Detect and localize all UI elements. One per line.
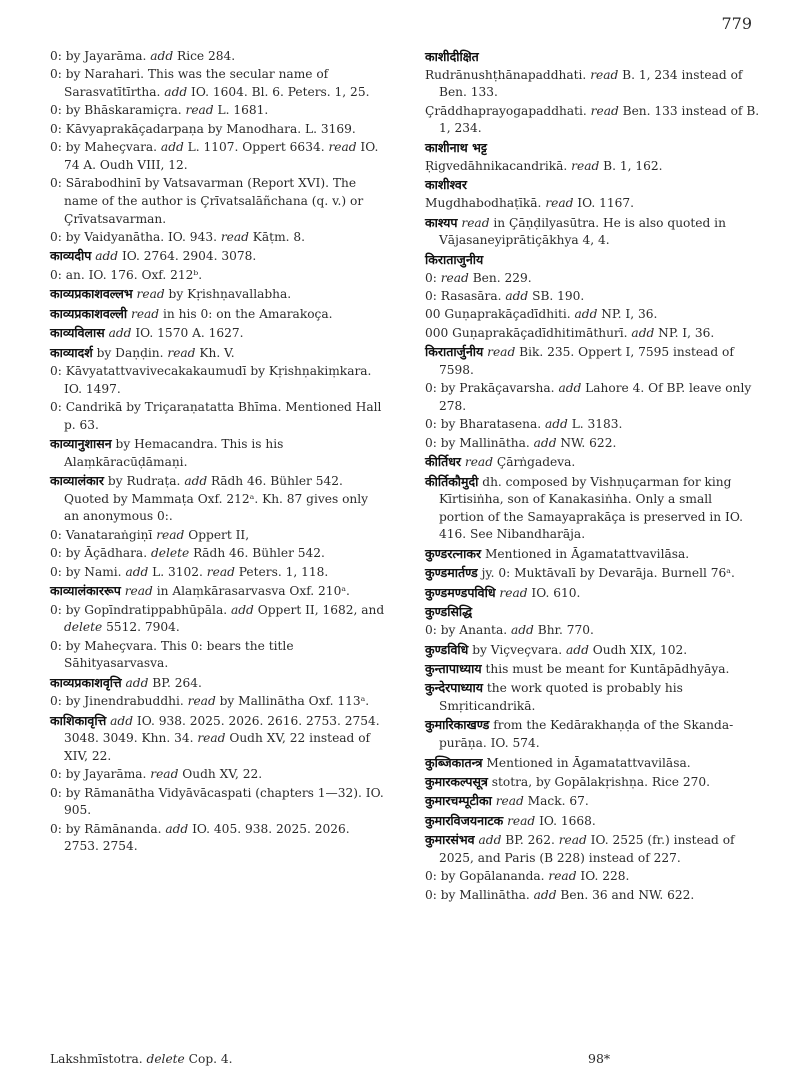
sanskrit-headword: कुमारसंभव xyxy=(425,832,475,848)
entry-text: read in Alaṃkārasarvasva Oxf. 210ᵃ. xyxy=(124,584,350,599)
index-entry xyxy=(50,527,385,545)
entry-text: 0: by Ananta. add Bhr. 770. xyxy=(425,623,594,638)
entry-text: 0: by Jinendrabuddhi. read by Mallinātha Oxf. 113ᵃ. xyxy=(50,694,370,709)
sanskrit-headword: कुमारिकाखण्ड xyxy=(425,717,490,733)
sanskrit-headword: कुब्जिकातन्त्र xyxy=(425,754,483,770)
index-entry xyxy=(425,716,760,752)
sanskrit-headword: काव्यविलास xyxy=(50,325,105,341)
sanskrit-headword: काव्यदीप xyxy=(50,248,92,264)
page-number: 779 xyxy=(721,14,752,33)
index-entry xyxy=(425,641,760,660)
index-entry xyxy=(425,380,760,415)
index-entry xyxy=(425,288,760,306)
sanskrit-author-heading: किराताजुनीय xyxy=(425,251,484,267)
index-entry xyxy=(50,102,385,120)
entry-text: Ṛigvedāhnikacandrikā. read B. 1, 162. xyxy=(425,158,663,173)
sanskrit-headword: कुन्तापाध्याय xyxy=(425,661,482,677)
index-entry xyxy=(425,306,760,324)
index-entry xyxy=(425,48,760,66)
index-entry xyxy=(50,472,385,526)
index-entry xyxy=(50,48,385,66)
index-entry xyxy=(425,325,760,343)
entry-text: read Mack. 67. xyxy=(495,794,589,809)
index-entry xyxy=(425,679,760,715)
index-entry xyxy=(50,435,385,471)
entry-text: 0: by Nami. add L. 3102. read Peters. 1, 118. xyxy=(50,564,329,579)
index-entry xyxy=(50,267,385,285)
index-entry xyxy=(425,812,760,831)
index-entry xyxy=(50,766,385,784)
sanskrit-headword: कुमारविजयनाटक xyxy=(425,812,504,828)
index-entry xyxy=(425,622,760,640)
sanskrit-headword: काव्यादर्श xyxy=(50,344,93,360)
entry-text: 0: Kāvyatattvavivecakakaumudī by Kṛishṇakiṃkara. IO. 1497. xyxy=(50,364,372,396)
index-entry xyxy=(425,831,760,867)
entry-text: read by Kṛishṇavallabha. xyxy=(136,287,292,302)
entry-text: the work quoted is probably his Smṛiticandrikā. xyxy=(439,681,683,714)
entry-text: by Hemacandra. This is his Alaṃkāracūḍāmaṇi. xyxy=(64,437,284,469)
entry-text: 0: Sārabodhinī by Vatsavarman (Report XVI). The name of the author is Çrīvatsalāñchana (q. v.) or Çrīvatsavarman. xyxy=(50,176,364,226)
index-entry xyxy=(425,545,760,564)
index-entry xyxy=(50,785,385,820)
entry-text: add BP. 264. xyxy=(125,675,202,690)
entry-text: 0: by Maheçvara. This 0: bears the title Sāhityasarvasva. xyxy=(50,638,294,671)
entry-text: dh. composed by Vishṇuçarman for king Kīrtisiṅha, son of Kanakasiṅha. Only a small portion of the Samayaprakāça is preserved in IO. 416. See Nibandharāja. xyxy=(439,474,743,542)
index-entry xyxy=(50,564,385,582)
entry-text: 0: by Vaidyanātha. IO. 943. read Kāṭm. 8. xyxy=(50,229,306,244)
entry-text: 00 Guṇaprakāçadīdhiti. add NP. I, 36. xyxy=(425,307,658,322)
index-entry xyxy=(425,214,760,250)
entry-text: 0: by Bharatasena. add L. 3183. xyxy=(425,417,623,432)
entry-text: read Bik. 235. Oppert I, 7595 instead of 7598. xyxy=(439,345,734,377)
entry-text: Rudrānushṭhānapaddhati. read B. 1, 234 instead of Ben. 133. xyxy=(425,67,743,100)
entry-text: by Rudraṭa. add Rādh 46. Bühler 542. Quoted by Mammaṭa Oxf. 212ᵃ. Kh. 87 gives only an anonymous 0:. xyxy=(64,474,369,524)
entry-text: read in Çāṇḍilyasūtra. He is also quoted in Vājasaneyiprātiçākhya 4, 4. xyxy=(439,215,726,248)
index-entry xyxy=(425,158,760,176)
entry-text: read IO. 610. xyxy=(499,585,581,600)
entry-text: 0: by Mallinātha. add Ben. 36 and NW. 622. xyxy=(425,887,695,902)
sanskrit-headword: काव्यप्रकाशवल्ली xyxy=(50,305,128,321)
index-entry xyxy=(425,103,760,138)
sanskrit-headword: कुमारकल्पसूत्र xyxy=(425,773,488,789)
entry-text: 0: by Gopīndratippabhūpāla. add Oppert II, 1682, and delete 5512. 7904. xyxy=(50,602,385,635)
index-entry xyxy=(50,674,385,693)
index-entry xyxy=(50,324,385,343)
entry-text: add BP. 262. read IO. 2525 (fr.) instead of 2025, and Paris (B 228) instead of 227. xyxy=(439,833,735,865)
entry-text: 0: by Maheçvara. add L. 1107. Oppert 6634. read IO. 74 A. Oudh VIII, 12. xyxy=(50,140,379,172)
entry-text: 0: by Narahari. This was the secular name of Sarasvatītīrtha. add IO. 1604. Bl. 6. Peters. 1, 25. xyxy=(50,67,370,100)
sanskrit-headword: कुण्डरत्नाकर xyxy=(425,545,482,561)
entry-text: 0: by Bhāskaramiçra. read L. 1681. xyxy=(50,103,269,118)
sanskrit-author-heading: काशीनाथ भट्ट xyxy=(425,139,487,155)
sanskrit-headword: कीर्तिधर xyxy=(425,454,462,470)
sanskrit-headword: कुण्डविधि xyxy=(425,641,469,657)
left-column xyxy=(50,48,385,857)
index-entry xyxy=(425,773,760,792)
entry-text: read in his 0: on the Amarakoça. xyxy=(131,306,333,321)
sanskrit-headword: कुण्डमार्तण्ड xyxy=(425,565,478,581)
entry-text: 000 Guṇaprakāçadīdhitimāthurī. add NP. I, 36. xyxy=(425,325,715,340)
index-entry xyxy=(50,247,385,266)
index-entry xyxy=(50,139,385,174)
index-entry xyxy=(50,399,385,434)
entry-text: 0: Rasasāra. add SB. 190. xyxy=(425,288,585,303)
entry-text: 0: by Prakāçavarsha. add Lahore 4. Of BP. leave only 278. xyxy=(425,381,752,413)
entry-text: read Çārṅgadeva. xyxy=(464,455,576,470)
index-entry xyxy=(425,176,760,194)
sanskrit-headword: काव्यालंकार xyxy=(50,473,105,489)
index-entry xyxy=(425,139,760,157)
index-entry xyxy=(425,887,760,905)
folio-signature: 98* xyxy=(588,1051,611,1066)
index-entry xyxy=(425,868,760,886)
sanskrit-headword: कुमारचम्पूटीका xyxy=(425,793,492,809)
entry-text: Mentioned in Āgamatattvavilāsa. xyxy=(484,546,690,561)
sanskrit-headword: काव्यप्रकाशवृत्ति xyxy=(50,674,122,690)
entry-text: by Daṇḍin. read Kh. V. xyxy=(96,345,235,360)
index-entry xyxy=(425,660,760,679)
sanskrit-headword: काव्यप्रकाशवल्लभ xyxy=(50,286,133,302)
entry-text: 0: by Āçādhara. delete Rādh 46. Bühler 542. xyxy=(50,546,325,561)
sanskrit-headword: कीर्तिकौमुदी xyxy=(425,473,479,489)
sanskrit-headword: काव्यालंकाररूप xyxy=(50,583,121,599)
entry-text: 0: by Rāmanātha Vidyāvācaspati (chapters 1—32). IO. 905. xyxy=(50,785,384,818)
index-entry xyxy=(50,638,385,673)
entry-text: 0: by Gopālananda. read IO. 228. xyxy=(425,869,630,884)
index-entry xyxy=(425,343,760,379)
index-entry xyxy=(50,305,385,324)
entry-text: 0: an. IO. 176. Oxf. 212ᵇ. xyxy=(50,267,203,282)
index-entry xyxy=(425,792,760,811)
index-entry xyxy=(425,564,760,583)
index-entry xyxy=(50,229,385,247)
entry-text: 0: Kāvyaprakāçadarpaṇa by Manodhara. L. 3169. xyxy=(50,121,356,136)
entry-text: jy. 0: Muktāvalī by Devarāja. Burnell 76ᵃ. xyxy=(481,566,735,581)
entry-text: read IO. 1668. xyxy=(507,813,596,828)
entry-text: Çrāddhaprayogapaddhati. read Ben. 133 instead of B. 1, 234. xyxy=(425,103,760,136)
index-entry xyxy=(50,175,385,228)
index-entry xyxy=(50,363,385,398)
index-entry xyxy=(425,195,760,213)
sanskrit-headword: किरातार्जुनीय xyxy=(425,344,484,360)
sanskrit-author-heading: काशीश्वर xyxy=(425,177,467,193)
entry-text: by Viçveçvara. add Oudh XIX, 102. xyxy=(472,642,688,657)
index-entry xyxy=(425,435,760,453)
index-entry xyxy=(50,121,385,139)
sanskrit-headword: काश्यप xyxy=(425,214,458,230)
sanskrit-headword: काशिकावृत्ति xyxy=(50,712,107,728)
sanskrit-author-heading: कुण्डसिद्धि xyxy=(425,604,473,620)
index-entry xyxy=(425,603,760,621)
entry-text: Mentioned in Āgamatattvavilāsa. xyxy=(486,755,691,770)
index-entry xyxy=(50,693,385,711)
sanskrit-author-heading: काशीदीक्षित xyxy=(425,49,479,64)
right-column xyxy=(425,48,760,905)
index-entry xyxy=(425,251,760,269)
entry-text: add IO. 1570 A. 1627. xyxy=(108,326,244,341)
index-entry xyxy=(425,67,760,102)
sanskrit-headword: कुण्डमण्डपविधि xyxy=(425,584,496,600)
index-entry xyxy=(50,66,385,101)
entry-text: 0: Candrikā by Triçaraṇatatta Bhīma. Mentioned Hall p. 63. xyxy=(50,400,382,432)
entry-text: from the Kedārakhaṇḍa of the Skanda-purāṇa. IO. 574. xyxy=(439,718,734,751)
index-entry xyxy=(50,712,385,766)
index-entry xyxy=(425,270,760,288)
index-entry xyxy=(425,584,760,603)
footer-left-entry: Lakshmīstotra. delete Cop. 4. xyxy=(50,1052,233,1066)
sanskrit-headword: कुन्देरपाध्याय xyxy=(425,680,483,696)
index-entry xyxy=(425,453,760,472)
index-entry xyxy=(50,344,385,363)
index-entry xyxy=(425,754,760,773)
entry-text: add IO. 2764. 2904. 3078. xyxy=(95,249,257,264)
entry-text: Mugdhabodhaṭīkā. read IO. 1167. xyxy=(425,196,635,211)
entry-text: 0: read Ben. 229. xyxy=(425,270,532,285)
index-entry xyxy=(50,821,385,856)
sanskrit-headword: काव्यानुशासन xyxy=(50,436,112,452)
entry-text: 0: by Mallinātha. add NW. 622. xyxy=(425,435,617,450)
index-entry xyxy=(50,285,385,304)
entry-text: 0: by Jayarāma. read Oudh XV, 22. xyxy=(50,767,263,782)
entry-text: 0: Vanataraṅgiṇī read Oppert II, xyxy=(50,527,250,542)
index-entry xyxy=(50,582,385,601)
entry-text: 0: by Rāmānanda. add IO. 405. 938. 2025. 2026. 2753. 2754. xyxy=(50,821,350,854)
entry-text: add IO. 938. 2025. 2026. 2616. 2753. 2754. 3048. 3049. Khn. 34. read Oudh XV, 22 instead of XIV, 22. xyxy=(64,713,380,763)
entry-text: 0: by Jayarāma. add Rice 284. xyxy=(50,49,236,63)
index-entry xyxy=(50,602,385,637)
index-entry xyxy=(50,545,385,563)
index-entry xyxy=(425,473,760,544)
index-entry xyxy=(425,416,760,434)
entry-text: this must be meant for Kuntāpādhyāya. xyxy=(485,662,730,677)
entry-text: stotra, by Gopālakṛishṇa. Rice 270. xyxy=(491,774,711,789)
